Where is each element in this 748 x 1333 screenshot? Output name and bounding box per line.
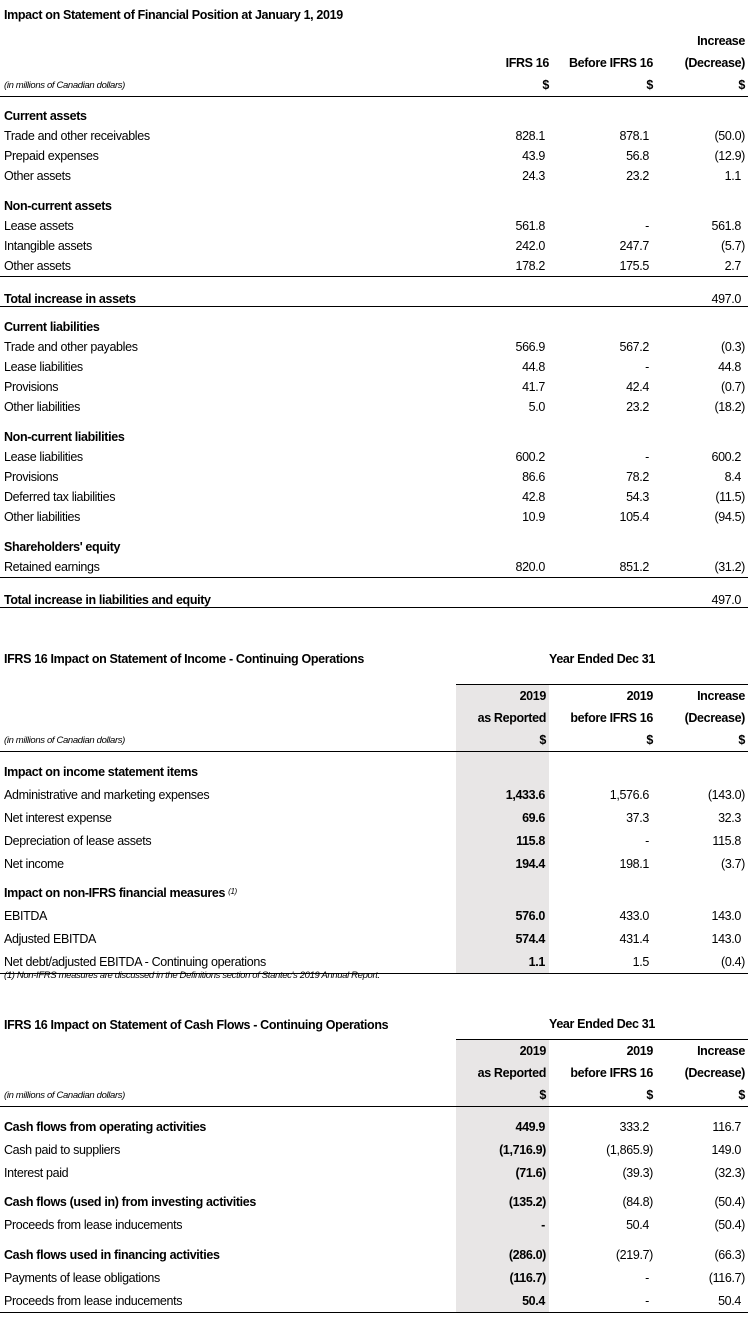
- row-label: [4, 487, 456, 507]
- table-row: [0, 507, 748, 527]
- value-before-ifrs16: -: [645, 1294, 649, 1308]
- value-ifrs16: 42.8: [522, 490, 545, 504]
- table-row: [0, 146, 748, 166]
- column-header: $: [646, 78, 653, 92]
- row-label-text: Trade and other payables: [4, 340, 138, 354]
- value-increase-decrease: (50.0): [714, 129, 745, 143]
- row-label: [4, 467, 456, 487]
- value-ifrs16: [456, 97, 549, 126]
- section-header-row: [0, 307, 748, 337]
- value-ifrs16: -: [456, 1213, 549, 1236]
- row-label-text: Deferred tax liabilities: [4, 490, 116, 504]
- value-before-ifrs16: 105.4: [619, 510, 649, 524]
- column-header: $: [456, 729, 549, 751]
- table-row: [0, 904, 748, 927]
- row-label-text: Cash paid to suppliers: [4, 1143, 120, 1157]
- row-label-text: Depreciation of lease assets: [4, 834, 152, 848]
- value-before-ifrs16: 37.3: [626, 811, 649, 825]
- value-increase-decrease: [653, 307, 745, 337]
- value-ifrs16: 561.8: [515, 219, 545, 233]
- table-row: [0, 1161, 748, 1184]
- value-ifrs16: (135.2): [456, 1184, 549, 1213]
- column-header: (Decrease): [684, 1066, 745, 1080]
- column-header-label: [4, 1040, 456, 1062]
- table-row: [0, 557, 748, 577]
- value-increase-decrease: (143.0): [707, 788, 745, 802]
- value-ifrs16: 69.6: [456, 806, 549, 829]
- row-label: [4, 527, 456, 557]
- row-label-text: Net income: [4, 857, 64, 871]
- row-label-text: Intangible assets: [4, 239, 92, 253]
- value-before-ifrs16: [549, 752, 653, 783]
- row-label-text: Other liabilities: [4, 510, 81, 524]
- value-before-ifrs16: (84.8): [622, 1195, 653, 1209]
- table-row: [0, 806, 748, 829]
- units-note: (in millions of Canadian dollars): [4, 1089, 125, 1101]
- value-ifrs16: 576.0: [456, 904, 549, 927]
- value-ifrs16: 178.2: [515, 259, 545, 273]
- column-header: Increase: [697, 34, 745, 48]
- row-label-text: Lease assets: [4, 219, 74, 233]
- row-label: [4, 236, 456, 256]
- column-header-label: [4, 74, 456, 96]
- header-row: [0, 52, 748, 74]
- value-increase-decrease: [653, 527, 745, 557]
- row-label: [4, 852, 456, 875]
- column-header: [456, 30, 549, 52]
- column-header: (Decrease): [684, 56, 745, 70]
- value-increase-decrease: 149.0: [711, 1143, 741, 1157]
- header-row: [0, 707, 748, 729]
- value-ifrs16: 828.1: [515, 129, 545, 143]
- row-label: [4, 166, 456, 186]
- row-label-text: Provisions: [4, 380, 59, 394]
- row-label: [4, 927, 456, 950]
- value-before-ifrs16: 851.2: [619, 560, 649, 574]
- row-label-text: Retained earnings: [4, 560, 100, 574]
- value-increase-decrease: (12.9): [714, 149, 745, 163]
- header-row: [0, 1062, 748, 1084]
- column-header: as Reported: [456, 707, 549, 729]
- value-ifrs16: 194.4: [456, 852, 549, 875]
- value-increase-decrease: 497.0: [711, 593, 741, 607]
- value-before-ifrs16: 54.3: [626, 490, 649, 504]
- value-before-ifrs16: 198.1: [619, 857, 649, 871]
- row-label: [4, 186, 456, 216]
- column-header: $: [738, 733, 745, 747]
- row-label: [4, 1138, 456, 1161]
- value-ifrs16: 449.9: [456, 1107, 549, 1138]
- column-header: $: [456, 1084, 549, 1106]
- footnote: (1) Non-IFRS measures are discussed in the Definitions section of Stantec's 2019 Annual Report.: [4, 970, 380, 981]
- row-label-text: Payments of lease obligations: [4, 1271, 160, 1285]
- table-row: [0, 216, 748, 236]
- row-label-text: Total increase in assets: [4, 292, 136, 306]
- header-row: [0, 30, 748, 52]
- column-header-label: [4, 52, 456, 74]
- value-ifrs16: 566.9: [515, 340, 545, 354]
- value-before-ifrs16: 50.4: [626, 1218, 649, 1232]
- value-ifrs16: 41.7: [522, 380, 545, 394]
- value-before-ifrs16: 878.1: [619, 129, 649, 143]
- value-increase-decrease: [653, 752, 745, 783]
- row-label-text: Cash flows (used in) from investing activities: [4, 1195, 257, 1209]
- value-before-ifrs16: [549, 578, 653, 607]
- column-header: Before IFRS 16: [568, 56, 653, 70]
- value-ifrs16: [456, 417, 549, 447]
- row-label-text: Trade and other receivables: [4, 129, 150, 143]
- table-row: [0, 357, 748, 377]
- units-note: (in millions of Canadian dollars): [4, 734, 125, 746]
- table-row: [0, 467, 748, 487]
- header-row: [0, 74, 748, 97]
- table-row: [0, 1138, 748, 1161]
- row-label: [4, 397, 456, 417]
- cash-flows-table: [4, 1039, 748, 1313]
- value-ifrs16: (1,716.9): [456, 1138, 549, 1161]
- value-increase-decrease: (0.4): [721, 955, 745, 969]
- value-increase-decrease: (32.3): [714, 1166, 745, 1180]
- value-before-ifrs16: -: [645, 834, 649, 848]
- header-row: [0, 685, 748, 707]
- footnote-marker: (1): [228, 887, 237, 896]
- row-label-text: Provisions: [4, 470, 59, 484]
- value-before-ifrs16: 1,576.6: [609, 788, 649, 802]
- value-ifrs16: (116.7): [456, 1266, 549, 1289]
- table-row: [0, 126, 748, 146]
- row-label: [4, 417, 456, 447]
- row-label: [4, 1184, 456, 1213]
- table-row: [0, 397, 748, 417]
- value-increase-decrease: (66.3): [714, 1248, 745, 1262]
- table-row: [0, 236, 748, 256]
- column-header: Increase: [697, 1044, 745, 1058]
- table-row: [0, 1266, 748, 1289]
- section-header-row: [0, 186, 748, 216]
- column-header: IFRS 16: [505, 56, 549, 70]
- value-ifrs16: 24.3: [522, 169, 545, 183]
- column-header-label: [4, 30, 456, 52]
- value-increase-decrease: 561.8: [711, 219, 741, 233]
- row-label-text: Other liabilities: [4, 400, 81, 414]
- row-label: [4, 447, 456, 467]
- row-label-text: Cash flows from operating activities: [4, 1120, 207, 1134]
- section-header-row: [0, 417, 748, 447]
- value-ifrs16: 820.0: [515, 560, 545, 574]
- value-before-ifrs16: [549, 186, 653, 216]
- table-row: [0, 166, 748, 186]
- value-ifrs16: (71.6): [456, 1161, 549, 1184]
- row-label-text: Non-current assets: [4, 199, 112, 213]
- table-row: [0, 852, 748, 875]
- section-title: IFRS 16 Impact on Statement of Income - Continuing Operations: [4, 652, 364, 666]
- value-before-ifrs16: (1,865.9): [606, 1143, 653, 1157]
- row-label-text: Administrative and marketing expenses: [4, 788, 210, 802]
- value-before-ifrs16: -: [645, 219, 649, 233]
- row-label-text: Cash flows used in financing activities: [4, 1248, 220, 1262]
- value-increase-decrease: (0.7): [721, 380, 745, 394]
- column-header: 2019: [626, 1044, 653, 1058]
- column-header: 2019: [626, 689, 653, 703]
- row-label: [4, 1236, 456, 1266]
- column-header: $: [646, 733, 653, 747]
- row-label-text: Shareholders' equity: [4, 540, 121, 554]
- section-header-row: [0, 527, 748, 557]
- financial-position-table: [0, 30, 748, 608]
- section-title: IFRS 16 Impact on Statement of Cash Flows - Continuing Operations: [4, 1018, 389, 1032]
- value-increase-decrease: [653, 875, 745, 904]
- row-label: [4, 1161, 456, 1184]
- table-row: [0, 1289, 748, 1313]
- row-label: [4, 97, 456, 126]
- row-label-text: Proceeds from lease inducements: [4, 1218, 183, 1232]
- value-ifrs16: 1.1: [456, 950, 549, 973]
- row-label: [4, 557, 456, 577]
- row-label-text: Net interest expense: [4, 811, 112, 825]
- value-ifrs16: [456, 752, 549, 783]
- section-header-row: [0, 97, 748, 126]
- row-label-text: EBITDA: [4, 909, 48, 923]
- value-increase-decrease: 50.4: [718, 1294, 741, 1308]
- value-before-ifrs16: (39.3): [622, 1166, 653, 1180]
- column-header: before IFRS 16: [570, 711, 653, 725]
- row-label-text: Impact on income statement items: [4, 765, 198, 779]
- column-header: [549, 30, 653, 52]
- value-ifrs16: 10.9: [522, 510, 545, 524]
- value-before-ifrs16: [549, 307, 653, 337]
- row-label: [4, 875, 456, 904]
- value-increase-decrease: [653, 417, 745, 447]
- section-header-row: [0, 875, 748, 904]
- column-header: 2019: [456, 1040, 549, 1062]
- value-before-ifrs16: 433.0: [619, 909, 649, 923]
- value-before-ifrs16: [549, 277, 653, 306]
- row-label-text: Lease liabilities: [4, 450, 83, 464]
- section-header-row: [0, 1184, 748, 1213]
- value-ifrs16: [456, 277, 549, 306]
- value-before-ifrs16: 1.5: [632, 955, 649, 969]
- value-increase-decrease: 1.1: [724, 169, 741, 183]
- section-title: Impact on Statement of Financial Position at January 1, 2019: [4, 8, 343, 22]
- value-before-ifrs16: 42.4: [626, 380, 649, 394]
- row-label-text: Current assets: [4, 109, 87, 123]
- value-ifrs16: 43.9: [522, 149, 545, 163]
- header-row: [0, 729, 748, 752]
- value-increase-decrease: 2.7: [724, 259, 741, 273]
- value-ifrs16: [456, 875, 549, 904]
- row-label-text: Total increase in liabilities and equity: [4, 593, 211, 607]
- value-before-ifrs16: 567.2: [619, 340, 649, 354]
- table-row: [0, 1213, 748, 1236]
- value-ifrs16: (286.0): [456, 1236, 549, 1266]
- column-header: Increase: [697, 689, 745, 703]
- row-label: [4, 337, 456, 357]
- value-increase-decrease: 115.8: [712, 834, 741, 848]
- value-increase-decrease: 600.2: [711, 450, 741, 464]
- column-header: 2019: [456, 685, 549, 707]
- value-ifrs16: [456, 186, 549, 216]
- row-label: [4, 806, 456, 829]
- row-label: [4, 1289, 456, 1312]
- value-ifrs16: 1,433.6: [456, 783, 549, 806]
- value-increase-decrease: (5.7): [721, 239, 745, 253]
- row-label-text: Interest paid: [4, 1166, 69, 1180]
- row-label: [4, 578, 456, 607]
- units-note: (in millions of Canadian dollars): [4, 79, 125, 91]
- row-label: [4, 277, 456, 306]
- value-before-ifrs16: 175.5: [619, 259, 649, 273]
- value-increase-decrease: (3.7): [721, 857, 745, 871]
- value-ifrs16: 86.6: [522, 470, 545, 484]
- value-increase-decrease: (116.7): [708, 1271, 745, 1285]
- row-label: [4, 126, 456, 146]
- row-label: [4, 216, 456, 236]
- value-before-ifrs16: 56.8: [626, 149, 649, 163]
- table-row: [0, 487, 748, 507]
- row-label: [4, 829, 456, 852]
- row-label-text: Non-current liabilities: [4, 430, 125, 444]
- value-ifrs16: 242.0: [515, 239, 545, 253]
- value-increase-decrease: 143.0: [711, 932, 741, 946]
- row-label: [4, 377, 456, 397]
- value-increase-decrease: (94.5): [714, 510, 745, 524]
- value-increase-decrease: [653, 97, 745, 126]
- value-before-ifrs16: 333.2: [619, 1120, 649, 1134]
- row-label-text: Net debt/adjusted EBITDA - Continuing operations: [4, 955, 266, 969]
- section-header-row: [0, 752, 748, 783]
- value-before-ifrs16: 431.4: [619, 932, 649, 946]
- column-header: $: [738, 78, 745, 92]
- value-increase-decrease: (11.5): [715, 490, 745, 504]
- row-label: [4, 1107, 456, 1138]
- value-ifrs16: [456, 578, 549, 607]
- column-header: as Reported: [456, 1062, 549, 1084]
- column-header: (Decrease): [684, 711, 745, 725]
- value-ifrs16: 600.2: [515, 450, 545, 464]
- row-label: [4, 783, 456, 806]
- column-header-label: [4, 729, 456, 751]
- value-ifrs16: 50.4: [456, 1289, 549, 1312]
- value-increase-decrease: (50.4): [714, 1195, 745, 1209]
- column-header: $: [542, 78, 549, 92]
- row-label-text: Impact on non-IFRS financial measures: [4, 886, 226, 900]
- value-before-ifrs16: 78.2: [626, 470, 649, 484]
- value-increase-decrease: 32.3: [718, 811, 741, 825]
- value-increase-decrease: 44.8: [718, 360, 741, 374]
- row-label: [4, 1266, 456, 1289]
- value-ifrs16: 5.0: [528, 400, 545, 414]
- section-header-row: [0, 1236, 748, 1266]
- table-row: [0, 783, 748, 806]
- period-header: Year Ended Dec 31: [549, 1017, 655, 1031]
- column-header-label: [4, 685, 456, 707]
- row-label-text: Current liabilities: [4, 320, 100, 334]
- value-ifrs16: [456, 527, 549, 557]
- row-label-text: Prepaid expenses: [4, 149, 99, 163]
- value-before-ifrs16: 247.7: [619, 239, 649, 253]
- value-increase-decrease: [653, 186, 745, 216]
- value-before-ifrs16: [549, 417, 653, 447]
- value-before-ifrs16: (219.7): [615, 1248, 653, 1262]
- value-increase-decrease: (50.4): [714, 1218, 745, 1232]
- row-label: [4, 752, 456, 783]
- table-row: [0, 927, 748, 950]
- row-label: [4, 357, 456, 377]
- table-row: [0, 447, 748, 467]
- row-label-text: Adjusted EBITDA: [4, 932, 97, 946]
- value-ifrs16: 44.8: [522, 360, 545, 374]
- value-ifrs16: 574.4: [456, 927, 549, 950]
- value-before-ifrs16: [549, 527, 653, 557]
- table-row: [0, 829, 748, 852]
- table-row: [0, 377, 748, 397]
- row-label: [4, 904, 456, 927]
- row-label: [4, 507, 456, 527]
- row-label: [4, 1213, 456, 1236]
- value-ifrs16: [456, 307, 549, 337]
- period-header: Year Ended Dec 31: [549, 652, 655, 666]
- value-increase-decrease: 8.4: [724, 470, 741, 484]
- income-statement-table: [4, 684, 748, 974]
- value-before-ifrs16: 23.2: [626, 169, 649, 183]
- column-header: $: [738, 1088, 745, 1102]
- header-row: [0, 1040, 748, 1062]
- section-header-row: [0, 1107, 748, 1138]
- value-ifrs16: 115.8: [456, 829, 549, 852]
- row-label-text: Lease liabilities: [4, 360, 83, 374]
- row-label-text: Other assets: [4, 169, 71, 183]
- row-label: [4, 307, 456, 337]
- value-increase-decrease: 116.7: [712, 1120, 741, 1134]
- column-header: $: [646, 1088, 653, 1102]
- total-row: [0, 577, 748, 608]
- row-label: [4, 146, 456, 166]
- row-label: [4, 256, 456, 276]
- value-increase-decrease: (31.2): [714, 560, 745, 574]
- table-row: [0, 337, 748, 357]
- value-before-ifrs16: [549, 875, 653, 904]
- column-header-label: [4, 707, 456, 729]
- column-header-label: [4, 1084, 456, 1106]
- value-increase-decrease: (0.3): [721, 340, 745, 354]
- row-label-text: Other assets: [4, 259, 71, 273]
- total-row: [0, 276, 748, 307]
- row-label-text: Proceeds from lease inducements: [4, 1294, 183, 1308]
- value-before-ifrs16: -: [645, 450, 649, 464]
- value-before-ifrs16: 23.2: [626, 400, 649, 414]
- value-increase-decrease: 143.0: [711, 909, 741, 923]
- value-before-ifrs16: [549, 97, 653, 126]
- column-header-label: [4, 1062, 456, 1084]
- header-row: [0, 1084, 748, 1107]
- value-increase-decrease: (18.2): [714, 400, 745, 414]
- column-header: before IFRS 16: [570, 1066, 653, 1080]
- value-before-ifrs16: -: [645, 360, 649, 374]
- value-increase-decrease: 497.0: [711, 292, 741, 306]
- value-before-ifrs16: -: [645, 1271, 649, 1285]
- table-row: [0, 256, 748, 276]
